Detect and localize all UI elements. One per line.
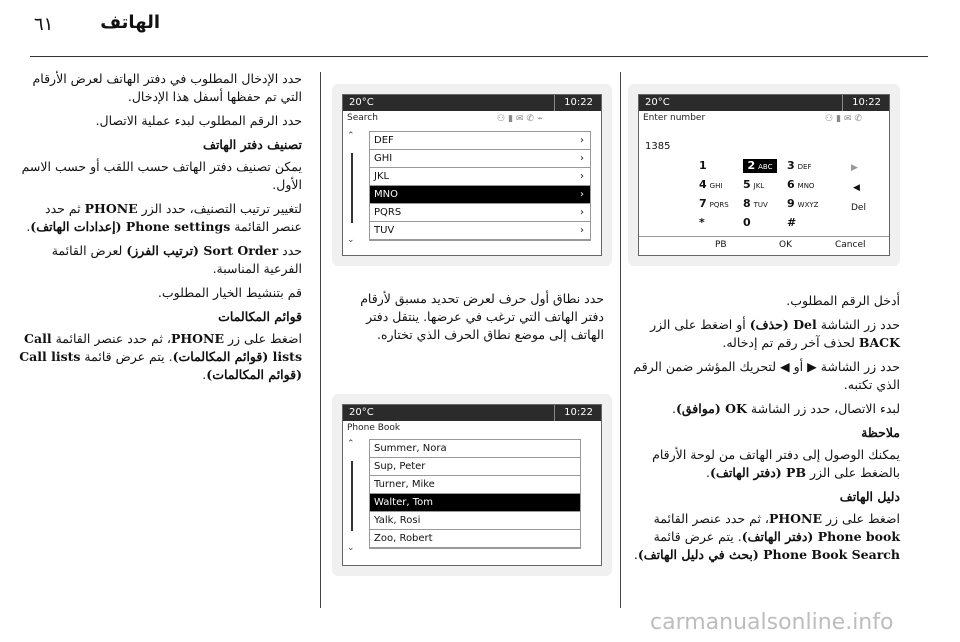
keypad-key[interactable] <box>699 216 733 230</box>
list-item-label: TUV <box>374 225 395 236</box>
keypad-key[interactable] <box>787 159 821 173</box>
temperature: 20°C <box>645 97 670 108</box>
chevron-right-icon: › <box>580 135 584 146</box>
letter-range-list <box>369 131 591 241</box>
keypad-key[interactable] <box>743 178 777 192</box>
contact-list <box>369 439 581 549</box>
keypad-key[interactable] <box>743 159 777 173</box>
heading-note: ملاحظة <box>861 425 900 440</box>
status-bar <box>343 95 601 111</box>
key-letters: PQRS <box>709 201 729 209</box>
list-item-label: GHI <box>374 153 393 164</box>
key-digit: 4 <box>699 178 707 191</box>
status-icons: ⚇▮✉✆⌁ <box>497 114 546 124</box>
paragraph: اضغط على زر PHONE، ثم حدد عنصر القائمة Call lists (قوائم المكالمات). يتم عرض قائمة Call lists (قوائم المكالمات). <box>19 331 302 382</box>
clock: 10:22 <box>564 97 593 108</box>
paragraph: حدد زر الشاشة ▶ أو ◀ لتحريك المؤشر ضمن الرقم الذي تكتبه. <box>633 359 900 392</box>
list-item-label: Turner, Mike <box>374 479 435 490</box>
paragraph: حدد Sort Order (ترتيب الفرز) لعرض القائمة الفرعية المناسبة. <box>51 243 302 276</box>
key-digit: 6 <box>787 178 795 191</box>
keypad-key[interactable] <box>743 216 777 230</box>
page-number: ٦١ <box>34 14 54 35</box>
screen-subtitle: Phone Book <box>347 423 401 433</box>
enter-number-screen <box>628 84 900 266</box>
status-bar <box>639 95 889 111</box>
keypad <box>699 159 839 239</box>
ok-softkey[interactable]: OK <box>779 240 792 250</box>
list-item-label: JKL <box>374 171 390 182</box>
status-icons: ⚇▮✉✆ <box>825 114 866 124</box>
paragraph: قم بتنشيط الخيار المطلوب. <box>157 285 302 300</box>
paragraph: حدد الرقم المطلوب لبدء عملية الاتصال. <box>95 113 302 128</box>
key-digit: 0 <box>743 216 751 229</box>
page-title: الهاتف <box>100 12 160 33</box>
key-digit: 8 <box>743 197 751 210</box>
list-item-label: DEF <box>374 135 394 146</box>
section-search <box>336 290 604 350</box>
paragraph: حدد زر الشاشة Del (حذف) أو اضغط على الزر BACK لحذف آخر رقم تم إدخاله. <box>650 317 900 350</box>
clock: 10:22 <box>564 407 593 418</box>
section-dial <box>630 292 900 570</box>
cancel-softkey[interactable]: Cancel <box>835 240 866 250</box>
paragraph: اضغط على زر PHONE، ثم حدد عنصر القائمة Phone book (دفتر الهاتف). يتم عرض قائمة Phone Book Search (بحث في دليل الهاتف). <box>633 511 900 562</box>
keypad-key[interactable] <box>787 178 821 192</box>
temperature: 20°C <box>349 97 374 108</box>
paragraph: يمكن تصنيف دفتر الهاتف حسب اللقب أو حسب الاسم الأول. <box>21 159 302 192</box>
key-digit: 2 <box>747 159 756 172</box>
softkey-bar <box>639 236 889 255</box>
cursor-right-button[interactable]: ▶ <box>851 163 858 173</box>
keypad-key[interactable] <box>787 216 821 230</box>
paragraph: حدد نطاق أول حرف لعرض تحديد مسبق لأرقام دفتر الهاتف التي ترغب في عرضها. ينتقل دفتر الهاتف إلى موضع نطاق الحرف الذي تختاره. <box>360 291 604 342</box>
key-letters: MNO <box>797 182 815 190</box>
key-digit: 7 <box>699 197 707 210</box>
keypad-key[interactable] <box>743 197 777 211</box>
entered-number: 1385 <box>645 141 671 152</box>
list-item[interactable] <box>370 204 590 222</box>
phonebook-softkey[interactable]: PB <box>715 240 727 250</box>
column-divider-right <box>620 72 621 608</box>
heading-call-lists: قوائم المكالمات <box>218 309 302 324</box>
screen-subtitle: Enter number <box>643 113 706 123</box>
watermark: carmanualsonline.info <box>650 610 894 635</box>
keypad-key[interactable] <box>699 197 733 211</box>
list-item-label: Walter, Tom <box>374 497 433 508</box>
chevron-right-icon: › <box>580 225 584 236</box>
list-item[interactable] <box>370 150 590 168</box>
list-item-label: Sup, Peter <box>374 461 426 472</box>
list-item-label: MNO <box>374 189 398 200</box>
keypad-key[interactable] <box>699 159 733 173</box>
phonebook-screen <box>332 394 612 576</box>
screen-subtitle: Search <box>347 113 378 123</box>
key-letters: JKL <box>753 182 765 190</box>
cursor-left-button[interactable]: ◀ <box>853 183 860 193</box>
page-header <box>0 0 960 64</box>
clock: 10:22 <box>852 97 881 108</box>
list-item[interactable] <box>370 132 590 150</box>
key-letters: TUV <box>753 201 768 209</box>
key-letters: WXYZ <box>797 201 819 209</box>
column-divider-left <box>320 72 321 608</box>
key-letters: GHI <box>709 182 723 190</box>
temperature: 20°C <box>349 407 374 418</box>
delete-button[interactable]: Del <box>851 203 866 213</box>
search-screen <box>332 84 612 266</box>
key-digit: 1 <box>699 159 707 172</box>
paragraph: لبدء الاتصال، حدد زر الشاشة OK (موافق). <box>671 401 900 416</box>
key-digit: # <box>787 216 797 229</box>
heading-directory: دليل الهاتف <box>839 489 900 504</box>
key-letters: DEF <box>797 163 812 171</box>
chevron-right-icon: › <box>580 189 584 200</box>
scrollbar[interactable]: ⌃ ⌄ <box>347 439 355 553</box>
section-contacts <box>14 70 302 390</box>
key-digit: 5 <box>743 178 751 191</box>
status-bar <box>343 405 601 421</box>
list-item[interactable] <box>370 494 580 512</box>
list-item[interactable] <box>370 440 580 458</box>
chevron-right-icon: › <box>580 153 584 164</box>
chevron-right-icon: › <box>580 171 584 182</box>
key-digit: 9 <box>787 197 795 210</box>
key-digit: * <box>699 216 705 229</box>
paragraph: يمكنك الوصول إلى دفتر الهاتف من لوحة الأرقام بالضغط على الزر PB (دفتر الهاتف). <box>652 447 900 480</box>
chevron-right-icon: › <box>580 207 584 218</box>
list-item[interactable] <box>370 476 580 494</box>
list-item[interactable] <box>370 512 580 530</box>
paragraph: أدخل الرقم المطلوب. <box>786 293 900 308</box>
list-item-label: Yalk, Rosi <box>374 515 421 526</box>
keypad-key[interactable] <box>787 197 821 211</box>
paragraph: حدد الإدخال المطلوب في دفتر الهاتف لعرض الأرقام التي تم حفظها أسفل هذا الإدخال. <box>32 71 302 104</box>
key-digit: 3 <box>787 159 795 172</box>
keypad-key[interactable] <box>699 178 733 192</box>
list-item-label: Zoo, Robert <box>374 533 433 544</box>
key-letters: ABC <box>758 163 773 171</box>
list-item[interactable] <box>370 168 590 186</box>
list-item[interactable] <box>370 530 580 548</box>
list-item[interactable] <box>370 186 590 204</box>
header-divider <box>30 56 928 57</box>
list-item[interactable] <box>370 222 590 240</box>
heading-sort: تصنيف دفتر الهاتف <box>203 137 302 152</box>
scrollbar[interactable]: ⌃ ⌄ <box>347 131 355 245</box>
list-item[interactable] <box>370 458 580 476</box>
paragraph: لتغيير ترتيب التصنيف، حدد الزر PHONE ثم حدد عنصر القائمة Phone settings (إعدادات الهاتف). <box>26 201 302 234</box>
list-item-label: Summer, Nora <box>374 443 447 454</box>
list-item-label: PQRS <box>374 207 402 218</box>
